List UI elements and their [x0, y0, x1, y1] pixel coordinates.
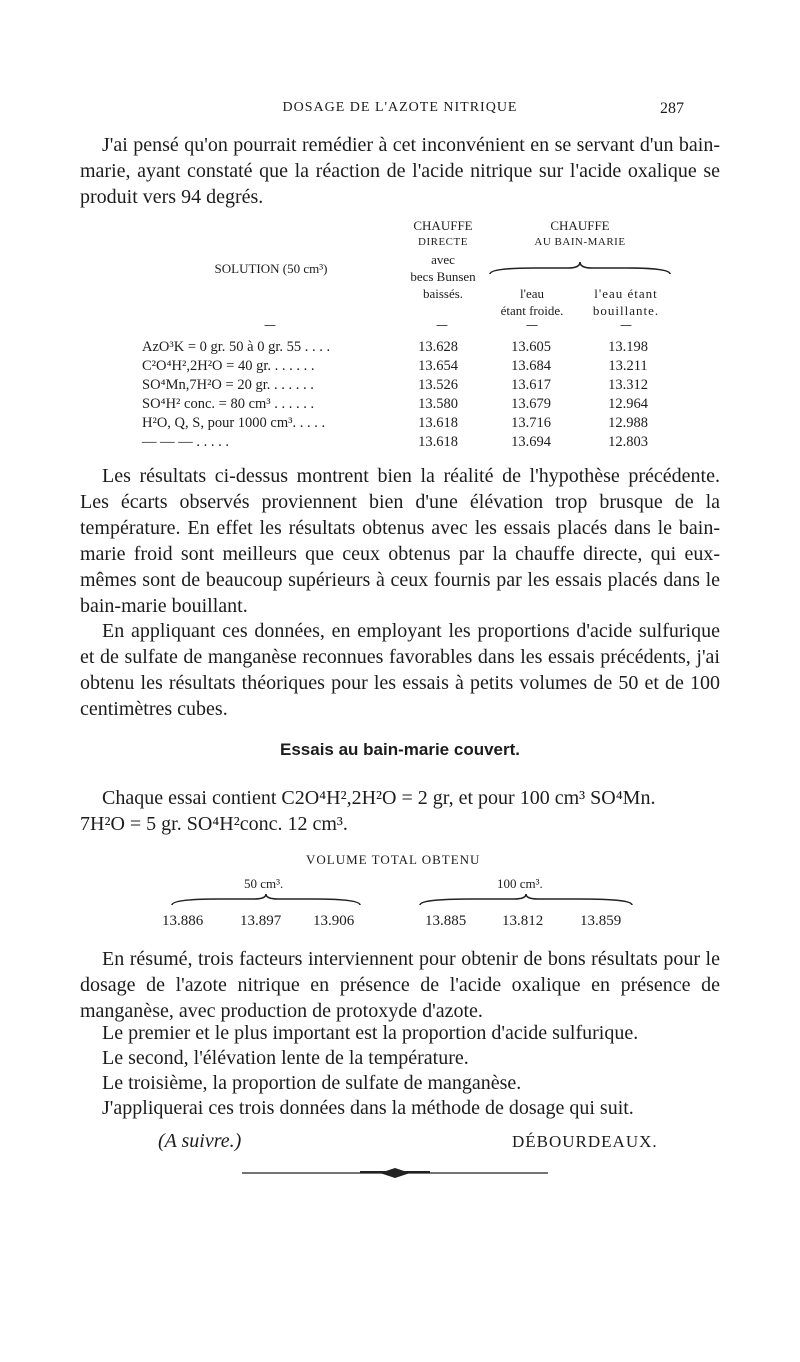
paragraph-conditions-line1: Chaque essai contient C2O⁴H²,2H²O = 2 gr, et pour 100 cm³ SO⁴Mn. — [102, 787, 656, 809]
row-label: H²O, Q, S, pour 1000 cm³. . . . . — [142, 415, 326, 431]
table2-value: 13.859 — [580, 913, 622, 929]
header-line: becs Bunsen — [410, 269, 476, 284]
to-be-continued — [158, 1130, 241, 1153]
paragraph-conditions-line2: 7H²O = 5 gr. SO⁴H²conc. 12 cm³. — [80, 813, 348, 835]
table-cell: 12.988 — [608, 415, 648, 431]
table1-group-header — [500, 217, 660, 251]
running-header: DOSAGE DE L'AZOTE NITRIQUE — [282, 100, 518, 115]
brace-group1 — [170, 892, 362, 908]
table2-group2-label: 100 cm³. — [497, 876, 543, 891]
table-cell: 13.694 — [511, 434, 551, 450]
table-cell: 12.964 — [608, 396, 648, 412]
table2-group1-label: 50 cm³. — [244, 876, 284, 891]
row-label: C²O⁴H²,2H²O = 40 gr. . . . . . . — [142, 358, 315, 374]
conclusion-line: Le premier et le plus important est la proportion d'acide sulfurique. — [102, 1022, 639, 1044]
to-be-continued-text: (A suivre.) — [158, 1130, 242, 1152]
table1-col1-header — [388, 217, 498, 302]
header-dash: — — [526, 318, 538, 332]
header-dash: — — [436, 318, 448, 332]
table-cell: 13.654 — [418, 358, 458, 374]
table-cell: 13.716 — [511, 415, 551, 431]
row-label: AzO³K = 0 gr. 50 à 0 gr. 55 . . . . — [142, 339, 331, 355]
brace-group2 — [418, 892, 634, 908]
table-cell: 13.526 — [418, 377, 458, 393]
header-line: baissés. — [422, 286, 464, 301]
header-line: AU BAIN-MARIE — [534, 236, 626, 248]
row-label: SO⁴H² conc. = 80 cm³ . . . . . . — [142, 396, 315, 412]
table2-value: 13.812 — [502, 913, 544, 929]
table1-col3-header — [576, 285, 676, 319]
table-cell: 13.617 — [511, 377, 551, 393]
header-line: CHAUFFE — [413, 218, 473, 233]
conclusion-line: Le troisième, la proportion de sulfate de manganèse. — [102, 1072, 522, 1094]
table-cell: 12.803 — [608, 434, 648, 450]
row-label: SO⁴Mn,7H²O = 20 gr. . . . . . . — [142, 377, 314, 393]
conclusion-line: J'appliquerai ces trois données dans la méthode de dosage qui suit. — [102, 1097, 634, 1119]
brace-group-header — [488, 260, 672, 278]
paragraph-results: Les résultats ci-dessus montrent bien la réalité de l'hypothèse précédente. Les écarts observés proviennent bien d'une élévation trop brusque de la température. En effet les résultats obtenus avec les essais placés dans le bain-marie froid sont meilleurs que ceux obtenus par la chauffe directe, qui eux-mêmes sont de beaucoup supérieurs à ceux fournis par les essais placés dans le bain-marie bouillant. — [80, 465, 720, 617]
header-line: avec — [431, 252, 455, 267]
author-signature: DÉBOURDEAUX. — [512, 1132, 658, 1151]
header-line: étant froide. — [500, 303, 564, 318]
table-cell: 13.618 — [418, 434, 458, 450]
table-cell: 13.618 — [418, 415, 458, 431]
table-cell: 13.679 — [511, 396, 551, 412]
table-cell: 13.605 — [511, 339, 551, 355]
table-cell: 13.580 — [418, 396, 458, 412]
table-cell: 13.628 — [418, 339, 458, 355]
header-line: bouillante. — [592, 303, 660, 318]
table2-value: 13.906 — [313, 913, 355, 929]
conclusion-line: Le second, l'élévation lente de la température. — [102, 1047, 469, 1069]
row-label: — — — . . . . . — [142, 434, 229, 450]
table2-value: 13.886 — [162, 913, 204, 929]
page-number: 287 — [660, 100, 684, 117]
header-line: DIRECTE — [418, 236, 468, 248]
section-title: Essais au bain-marie couvert. — [280, 740, 520, 759]
header-line: CHAUFFE — [550, 218, 610, 233]
paragraph-intro: J'ai pensé qu'on pourrait remédier à cet inconvénient en se servant d'un bain-marie, ayant constaté que la réaction de l'acide nitrique sur l'acide oxalique se produit vers 94 degrés. — [80, 134, 720, 208]
table1-label-header: SOLUTION (50 cm³) — [214, 261, 328, 276]
header-dash: — — [620, 318, 632, 332]
table2-value: 13.897 — [240, 913, 282, 929]
table2-value: 13.885 — [425, 913, 467, 929]
table1-col2-header — [490, 285, 574, 319]
paragraph-summary: En résumé, trois facteurs interviennent pour obtenir de bons résultats pour le dosage de l'azote nitrique en présence de l'acide oxalique en présence de manganèse, avec production de protoxyde d'azote. — [80, 948, 720, 1022]
table2-title: VOLUME TOTAL OBTENU — [306, 852, 481, 867]
table-cell: 13.312 — [608, 377, 648, 393]
paragraph-application: En appliquant ces données, en employant les proportions d'acide sulfurique et de sulfate de manganèse reconnues favorables dans les essais précédents, j'ai obtenu les résultats théoriques pour les essais à petits volumes de 50 et de 100 centimètres cubes. — [80, 620, 720, 720]
end-ornament — [240, 1166, 550, 1180]
table-cell: 13.198 — [608, 339, 648, 355]
table-cell: 13.684 — [511, 358, 551, 374]
header-line: l'eau — [520, 286, 544, 301]
header-dash: — — [264, 318, 276, 332]
table-cell: 13.211 — [608, 358, 648, 374]
header-line: l'eau étant — [594, 286, 658, 301]
